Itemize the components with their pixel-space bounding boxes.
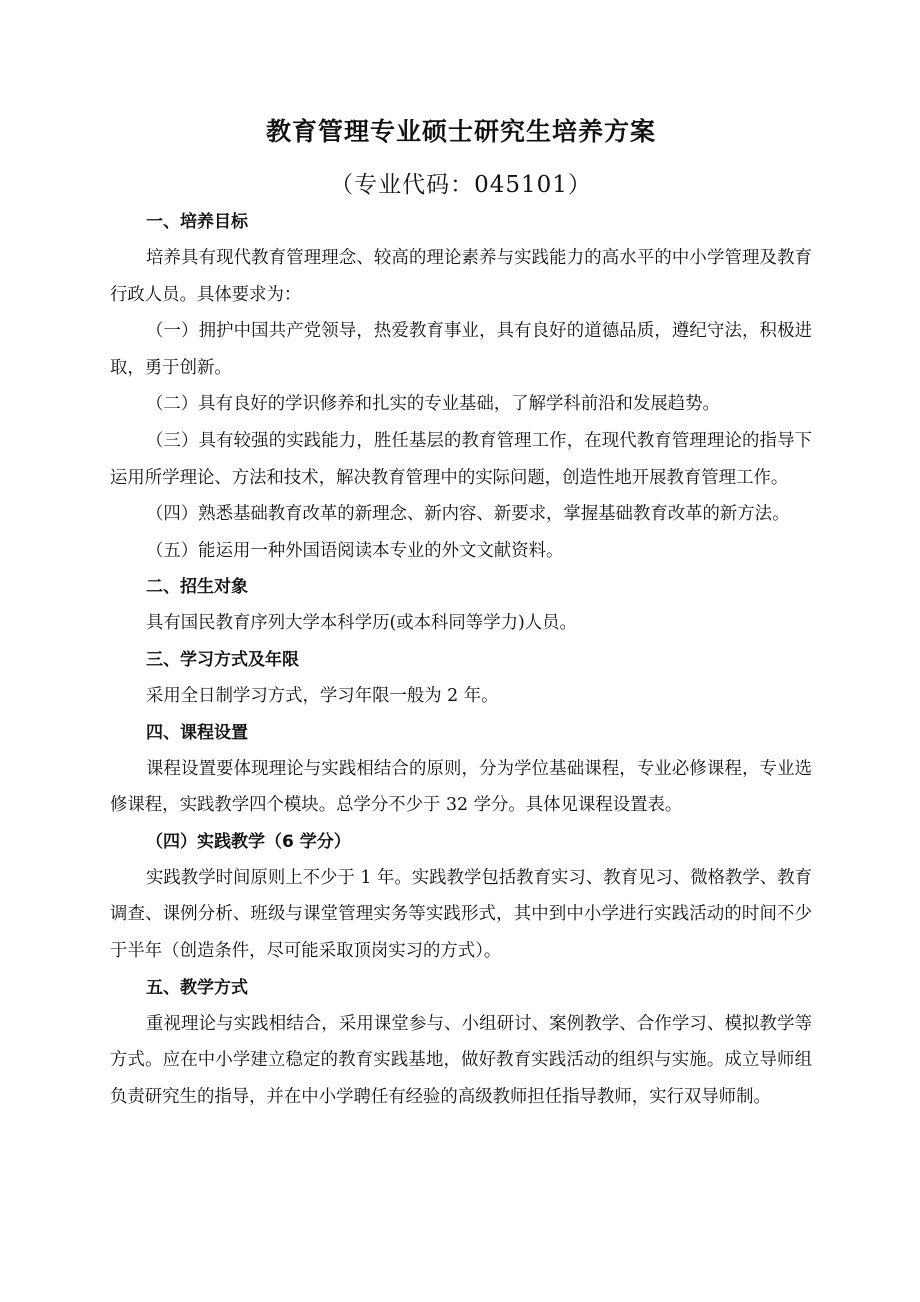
list-item: （三）具有较强的实践能力，胜任基层的教育管理工作，在现代教育管理理论的指导下运用所学理论、方法和技术，解决教育管理中的实际问题，创造性地开展教育管理工作。 <box>110 430 812 488</box>
section-training-goals <box>110 204 812 569</box>
paragraph: 课程设置要体现理论与实践相结合的原则，分为学位基础课程，专业必修课程，专业选修课程，实践教学四个模块。总学分不少于 32 学分。具体见课程设置表。 <box>110 758 812 816</box>
section-curriculum <box>110 715 812 824</box>
section-heading: 一、培养目标 <box>146 212 248 232</box>
list-item: （五）能运用一种外国语阅读本专业的外文文献资料。 <box>146 540 564 561</box>
page-title: 教育管理专业硕士研究生培养方案 <box>265 117 656 146</box>
section-heading: 二、招生对象 <box>146 577 248 598</box>
list-item: （一）拥护中国共产党领导，热爱教育事业，具有良好的道德品质，遵纪守法，积极进取，勇于创新。 <box>110 321 812 378</box>
paragraph: 具有国民教育序列大学本科学历(或本科同等学力)人员。 <box>146 613 577 634</box>
section-heading: 四、课程设置 <box>146 722 248 743</box>
program-code: （专业代码：045101） <box>330 172 592 198</box>
paragraph: 采用全日制学习方式，学习年限一般为 2 年。 <box>146 685 499 706</box>
list-item: （二）具有良好的学识修养和扎实的专业基础，了解学科前沿和发展趋势。 <box>146 394 720 415</box>
section-practice-teaching <box>110 824 812 970</box>
section-heading: （四）实践教学（6 学分） <box>146 831 351 852</box>
paragraph: 重视理论与实践相结合，采用课堂参与、小组研讨、案例教学、合作学习、模拟教学等方式。应在中小学建立稳定的教育实践基地，做好教育实践活动的组织与实施。成立导师组负责研究生的指导，并在中小学聘任有经验的高级教师担任指导教师，实行双导师制。 <box>110 1013 812 1107</box>
section-study-mode <box>110 642 812 715</box>
paragraph: 实践教学时间原则上不少于 1 年。实践教学包括教育实习、教育见习、微格教学、教育调查、课例分析、班级与课堂管理实务等实践形式，其中到中小学进行实践活动的时间不少于半年（创造条件，尽可能采取顶岗实习的方式）。 <box>110 867 812 961</box>
section-teaching-methods <box>110 970 812 1116</box>
document-page <box>110 112 812 1115</box>
section-heading: 三、学习方式及年限 <box>146 649 299 670</box>
section-heading: 五、教学方式 <box>146 977 248 998</box>
section-enrollment <box>110 569 812 642</box>
paragraph: 培养具有现代教育管理理念、较高的理论素养与实践能力的高水平的中小学管理及教育行政人员。具体要求为： <box>110 248 812 305</box>
list-item: （四）熟悉基础教育改革的新理念、新内容、新要求，掌握基础教育改革的新方法。 <box>146 504 790 525</box>
